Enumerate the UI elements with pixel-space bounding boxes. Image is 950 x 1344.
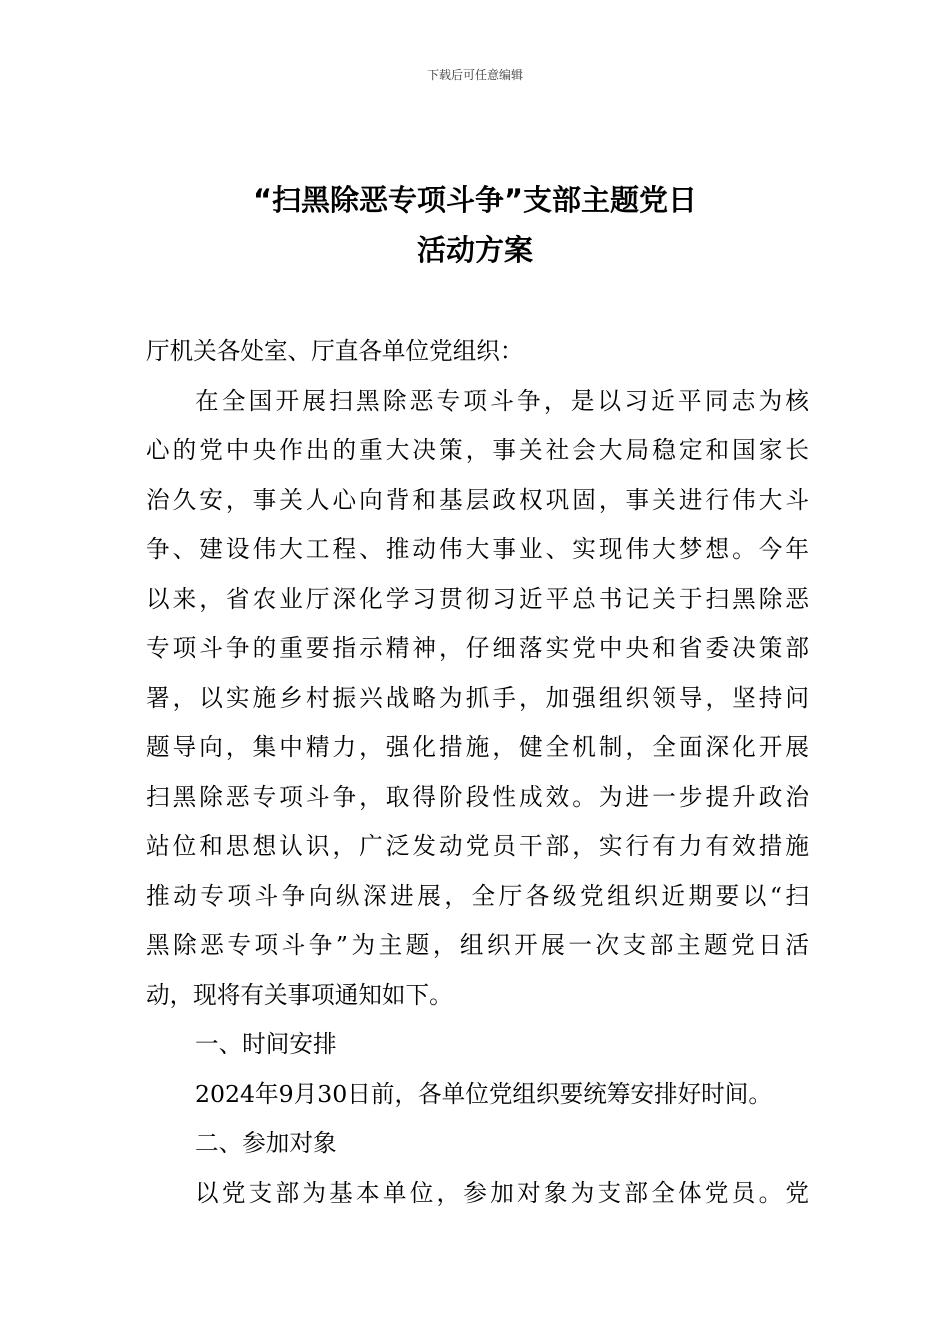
paragraph-line: 专项斗争的重要指示精神，仔细落实党中央和省委决策部	[146, 634, 809, 662]
document-body	[146, 327, 809, 1218]
paragraph-line: 争、建设伟大工程、推动伟大事业、实现伟大梦想。今年	[146, 535, 809, 563]
paragraph-line: 动，现将有关事项通知如下。	[146, 980, 453, 1009]
salutation: 厅机关各处室、厅直各单位党组织：	[146, 337, 524, 365]
section-heading-participants: 二、参加对象	[195, 1129, 337, 1157]
header-note: 下载后可任意编辑	[426, 68, 523, 82]
paragraph-line: 治久安，事关人心向背和基层政权巩固，事关进行伟大斗	[146, 485, 809, 514]
paragraph-line: 扫黑除恶专项斗争，取得阶段性成效。为进一步提升政治	[146, 782, 809, 811]
paragraph-line: 题导向，集中精力，强化措施，健全机制，全面深化开展	[146, 733, 809, 761]
paragraph-line: 署，以实施乡村振兴战略为抓手，加强组织领导，坚持问	[146, 683, 809, 712]
paragraph-line: 站位和思想认识，广泛发动党员干部，实行有力有效措施	[146, 832, 809, 860]
paragraph-line: 黑除恶专项斗争”为主题，组织开展一次支部主题党日活	[146, 931, 809, 959]
section-text-participants: 以党支部为基本单位，参加对象为支部全体党员。党	[195, 1178, 809, 1207]
paragraph-line: 心的党中央作出的重大决策，事关社会大局稳定和国家长	[146, 436, 809, 464]
document-title-line-1: “扫黑除恶专项斗争”支部主题党日	[252, 183, 698, 217]
section-text-time: 2024年9月30日前，各单位党组织要统筹安排好时间。	[195, 1079, 772, 1108]
paragraph-line: 在全国开展扫黑除恶专项斗争，是以习近平同志为核	[195, 386, 809, 415]
paragraph-intro	[146, 377, 809, 1021]
section-heading-time: 一、时间安排	[195, 1030, 337, 1058]
paragraph-line: 推动专项斗争向纵深进展，全厅各级党组织近期要以“扫	[146, 881, 809, 910]
paragraph-line: 以来，省农业厅深化学习贯彻习近平总书记关于扫黑除恶	[146, 584, 809, 613]
document-title-line-2: 活动方案	[416, 233, 533, 267]
